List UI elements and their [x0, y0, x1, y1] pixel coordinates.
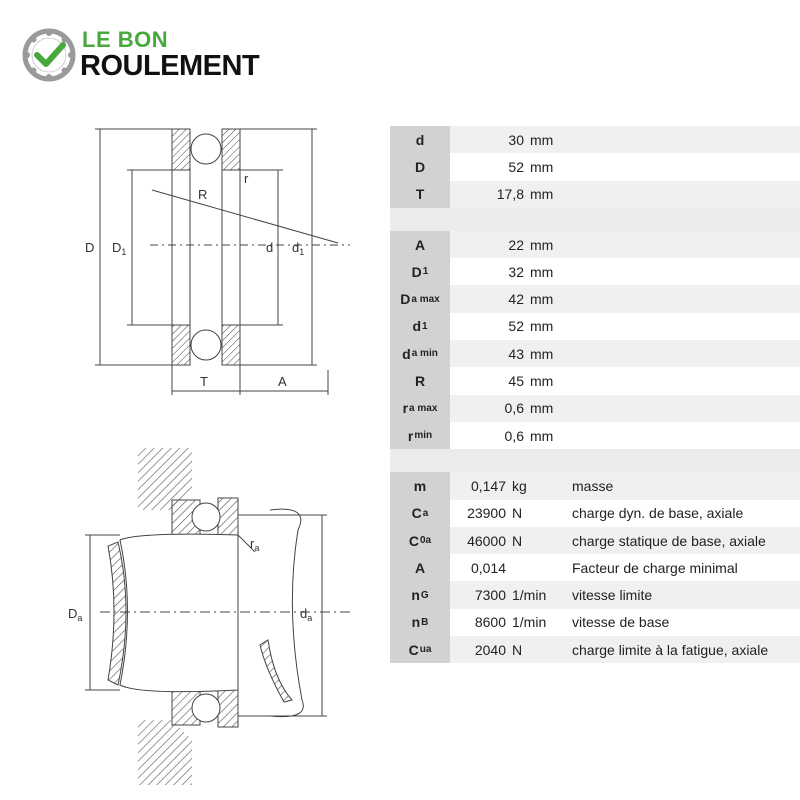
value-number: 17,8 — [496, 186, 524, 203]
value-number: 23900 — [467, 505, 506, 522]
symbol-cell — [390, 472, 450, 499]
symbol-text: d — [415, 131, 425, 148]
value-number: 52 — [508, 158, 524, 175]
value-number: 8600 — [474, 614, 506, 631]
label-d1-sub: 1 — [299, 247, 305, 257]
value-cell — [450, 340, 562, 367]
symbol-subscript: a max — [411, 293, 440, 305]
symbol-cell — [390, 231, 450, 258]
logo-text-bottom: ROULEMENT — [80, 50, 260, 82]
description-cell — [562, 395, 800, 422]
table-row — [390, 367, 800, 394]
value-number: 0,6 — [504, 400, 524, 417]
symbol-text: D — [400, 291, 411, 308]
label-D1-sub: 1 — [121, 247, 127, 257]
symbol-text: C — [411, 505, 422, 522]
value-number: 42 — [508, 291, 524, 308]
table-row — [390, 340, 800, 367]
value-unit: mm — [530, 236, 554, 253]
value-unit: mm — [530, 186, 554, 203]
bearing-dimension-diagram — [80, 115, 360, 405]
symbol-subscript: a max — [409, 402, 438, 414]
symbol-cell — [390, 153, 450, 180]
value-unit: mm — [530, 318, 554, 335]
description-cell: masse — [572, 477, 614, 494]
logo-text-top: LE BON — [82, 27, 169, 52]
label-T: T — [200, 374, 208, 389]
value-cell — [450, 153, 562, 180]
value-cell — [450, 313, 562, 340]
symbol-cell — [390, 395, 450, 422]
value-number: 43 — [508, 345, 524, 362]
symbol-text: A — [414, 236, 426, 253]
description-cell — [562, 367, 800, 394]
symbol-text: R — [414, 373, 426, 390]
label-D1: D — [112, 240, 122, 255]
bearing-spec-table — [390, 126, 800, 663]
symbol-text: C — [408, 641, 419, 658]
symbol-subscript: B — [421, 616, 429, 628]
description-cell — [562, 153, 800, 180]
label-da-sub: a — [307, 613, 313, 623]
symbol-cell — [390, 581, 450, 608]
symbol-text: r — [402, 400, 409, 417]
value-unit: 1/min — [512, 614, 547, 631]
symbol-subscript: a min — [411, 348, 438, 360]
symbol-text: n — [411, 614, 421, 631]
value-cell — [450, 581, 562, 608]
svg-text:D1 — [112, 240, 126, 257]
symbol-cell — [390, 527, 450, 554]
symbol-subscript: 1 — [422, 320, 428, 332]
value-unit: mm — [530, 263, 554, 280]
symbol-cell — [390, 609, 450, 636]
symbol-text: n — [411, 587, 420, 604]
value-number: 52 — [508, 318, 524, 335]
symbol-subscript: ua — [419, 644, 432, 656]
symbol-text: C — [408, 532, 419, 549]
description-cell: charge statique de base, axiale — [572, 532, 766, 549]
value-number: 0,014 — [470, 559, 506, 576]
description-cell: charge limite à la fatigue, axiale — [572, 641, 769, 658]
symbol-text: D — [414, 158, 426, 175]
table-row — [390, 500, 800, 527]
table-group-separator — [390, 208, 800, 231]
description-cell — [562, 181, 800, 208]
table-row — [390, 554, 800, 581]
table-row — [390, 472, 800, 499]
value-unit: N — [512, 641, 523, 658]
symbol-subscript: min — [414, 430, 433, 442]
value-number: 2040 — [474, 641, 506, 658]
label-Da-sub: a — [77, 613, 83, 623]
value-cell — [450, 231, 562, 258]
symbol-text: A — [414, 559, 426, 576]
bearing-check-logo-icon — [22, 28, 76, 82]
value-number: 32 — [508, 263, 524, 280]
description-cell — [562, 258, 800, 285]
value-cell — [450, 554, 562, 581]
value-unit: 1/min — [512, 587, 547, 604]
label-Da: D — [68, 606, 78, 621]
table-row — [390, 422, 800, 449]
table-row — [390, 153, 800, 180]
table-row — [390, 258, 800, 285]
symbol-cell — [390, 500, 450, 527]
table-row — [390, 527, 800, 554]
label-D: D — [85, 240, 95, 255]
symbol-subscript: a — [422, 507, 429, 519]
value-unit: mm — [530, 158, 554, 175]
description-cell: vitesse limite — [572, 587, 653, 604]
value-number: 22 — [508, 236, 524, 253]
value-unit: kg — [512, 477, 527, 494]
value-number: 45 — [508, 373, 524, 390]
value-unit: mm — [530, 427, 554, 444]
value-cell — [450, 422, 562, 449]
value-cell — [450, 258, 562, 285]
description-cell — [562, 231, 800, 258]
symbol-cell — [390, 126, 450, 153]
value-unit: mm — [530, 400, 554, 417]
symbol-cell — [390, 181, 450, 208]
symbol-cell — [390, 285, 450, 312]
value-unit: mm — [530, 131, 554, 148]
label-d1: d — [292, 240, 300, 255]
description-cell: Facteur de charge minimal — [572, 559, 738, 576]
value-unit: N — [512, 505, 523, 522]
table-row — [390, 231, 800, 258]
value-number: 7300 — [474, 587, 506, 604]
symbol-text: m — [413, 477, 427, 494]
label-r: r — [244, 171, 249, 186]
mounting-dimension-diagram — [60, 440, 360, 790]
value-cell — [450, 472, 562, 499]
table-row — [390, 609, 800, 636]
table-row — [390, 126, 800, 153]
table-row — [390, 181, 800, 208]
svg-text:da — [300, 606, 312, 623]
value-unit: mm — [530, 345, 554, 362]
table-group-separator — [390, 449, 800, 472]
label-A: A — [278, 374, 287, 389]
description-cell: vitesse de base — [572, 614, 670, 631]
value-unit: mm — [530, 373, 554, 390]
table-row — [390, 313, 800, 340]
value-number: 0,147 — [470, 477, 506, 494]
brand-logo[interactable] — [22, 26, 302, 86]
description-cell — [562, 126, 800, 153]
symbol-cell — [390, 422, 450, 449]
symbol-cell — [390, 554, 450, 581]
table-row — [390, 395, 800, 422]
table-row — [390, 636, 800, 663]
value-cell — [450, 500, 562, 527]
symbol-text: d — [412, 318, 421, 335]
label-ra-sub: a — [254, 543, 260, 553]
svg-text:ra — [250, 536, 259, 553]
value-number: 30 — [508, 131, 524, 148]
description-cell — [562, 313, 800, 340]
table-row — [390, 581, 800, 608]
value-unit: N — [512, 532, 523, 549]
symbol-subscript: 0a — [420, 535, 432, 546]
svg-text:Da — [68, 606, 82, 623]
symbol-cell — [390, 258, 450, 285]
symbol-subscript: G — [420, 589, 429, 601]
value-unit: mm — [530, 291, 554, 308]
value-cell — [450, 367, 562, 394]
value-number: 0,6 — [504, 427, 524, 444]
value-cell — [450, 181, 562, 208]
label-d: d — [266, 240, 274, 255]
description-cell — [562, 285, 800, 312]
value-number: 46000 — [467, 532, 506, 549]
label-R: R — [198, 187, 208, 202]
label-ra: r — [250, 536, 255, 551]
value-cell — [450, 636, 562, 663]
value-cell — [450, 126, 562, 153]
label-da: d — [300, 606, 308, 621]
description-cell — [562, 340, 800, 367]
svg-text:d1 — [292, 240, 304, 257]
symbol-cell — [390, 340, 450, 367]
value-cell — [450, 527, 562, 554]
description-cell: charge dyn. de base, axiale — [572, 505, 744, 522]
value-cell — [450, 395, 562, 422]
description-cell — [562, 422, 800, 449]
table-row — [390, 285, 800, 312]
symbol-cell — [390, 636, 450, 663]
symbol-cell — [390, 313, 450, 340]
symbol-text: d — [402, 345, 411, 362]
symbol-text: T — [415, 186, 425, 203]
value-cell — [450, 285, 562, 312]
symbol-text: D — [411, 263, 422, 280]
value-cell — [450, 609, 562, 636]
symbol-cell — [390, 367, 450, 394]
symbol-subscript: 1 — [422, 266, 429, 278]
symbol-text: r — [407, 427, 414, 444]
